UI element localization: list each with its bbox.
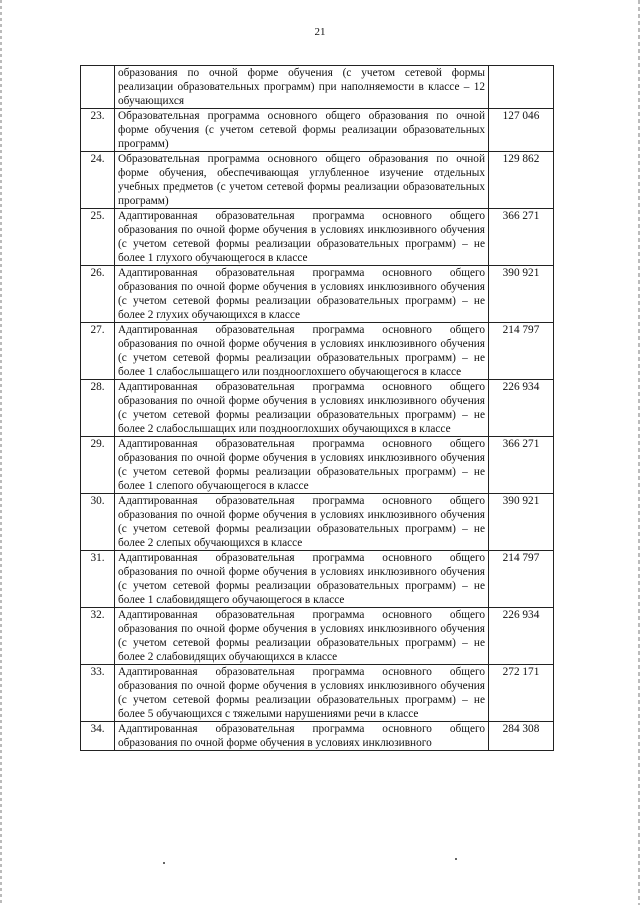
row-number <box>81 66 115 109</box>
program-description: Адаптированная образовательная программа основного общего образования по очной форме обучения в условиях инклюзивного обучения (с учетом сетевой формы реализации образовательных программ) – не более 2 глухих обучающихся в классе <box>115 266 489 323</box>
cost-value: 214 797 <box>489 323 554 380</box>
program-description: образования по очной форме обучения (с учетом сетевой формы реализации образовательных программ) при наполняемости в классе – 12 обучающихся <box>115 66 489 109</box>
cost-value <box>489 66 554 109</box>
cost-value: 226 934 <box>489 380 554 437</box>
program-description: Адаптированная образовательная программа основного общего образования по очной форме обучения в условиях инклюзивного обучения (с учетом сетевой формы реализации образовательных программ) – не более 1 слабослышащего или позднооглохшего обучающегося в классе <box>115 323 489 380</box>
table-row <box>81 209 554 266</box>
program-description: Адаптированная образовательная программа основного общего образования по очной форме обучения в условиях инклюзивного <box>115 722 489 751</box>
program-description: Образовательная программа основного общего образования по очной форме обучения, обеспечивающая углубленное изучение отдельных учебных предметов (с учетом сетевой формы реализации образовательных программ) <box>115 152 489 209</box>
table-row <box>81 380 554 437</box>
row-number: 28. <box>81 380 115 437</box>
cost-value: 284 308 <box>489 722 554 751</box>
cost-value: 214 797 <box>489 551 554 608</box>
row-number: 24. <box>81 152 115 209</box>
row-number: 34. <box>81 722 115 751</box>
table-row <box>81 109 554 152</box>
tariff-table <box>80 65 554 751</box>
row-number: 23. <box>81 109 115 152</box>
row-number: 30. <box>81 494 115 551</box>
cost-value: 272 171 <box>489 665 554 722</box>
cost-value: 390 921 <box>489 494 554 551</box>
cost-value: 226 934 <box>489 608 554 665</box>
cost-value: 366 271 <box>489 209 554 266</box>
row-number: 32. <box>81 608 115 665</box>
table-row <box>81 608 554 665</box>
table-row <box>81 266 554 323</box>
program-description: Образовательная программа основного общего образования по очной форме обучения (с учетом сетевой формы реализации образовательных программ) <box>115 109 489 152</box>
table-row <box>81 722 554 751</box>
cost-value: 129 862 <box>489 152 554 209</box>
table-row <box>81 551 554 608</box>
table-row <box>81 437 554 494</box>
program-description: Адаптированная образовательная программа основного общего образования по очной форме обучения в условиях инклюзивного обучения (с учетом сетевой формы реализации образовательных программ) – не более 1 глухого обучающегося в классе <box>115 209 489 266</box>
row-number: 29. <box>81 437 115 494</box>
table-row <box>81 152 554 209</box>
table-row <box>81 665 554 722</box>
scan-speck <box>163 862 165 864</box>
program-description: Адаптированная образовательная программа основного общего образования по очной форме обучения в условиях инклюзивного обучения (с учетом сетевой формы реализации образовательных программ) – не более 2 слепых обучающихся в классе <box>115 494 489 551</box>
table-row <box>81 66 554 109</box>
cost-value: 366 271 <box>489 437 554 494</box>
page-number: 21 <box>314 26 326 38</box>
cost-value: 390 921 <box>489 266 554 323</box>
scan-edge-left <box>0 0 2 905</box>
program-description: Адаптированная образовательная программа основного общего образования по очной форме обучения в условиях инклюзивного обучения (с учетом сетевой формы реализации образовательных программ) – не более 2 слабовидящих обучающихся в классе <box>115 608 489 665</box>
table-row <box>81 323 554 380</box>
row-number: 27. <box>81 323 115 380</box>
program-description: Адаптированная образовательная программа основного общего образования по очной форме обучения в условиях инклюзивного обучения (с учетом сетевой формы реализации образовательных программ) – не более 1 слабовидящего обучающегося в классе <box>115 551 489 608</box>
table-row <box>81 494 554 551</box>
row-number: 31. <box>81 551 115 608</box>
program-description: Адаптированная образовательная программа основного общего образования по очной форме обучения в условиях инклюзивного обучения (с учетом сетевой формы реализации образовательных программ) – не более 5 обучающихся с тяжелыми нарушениями речи в классе <box>115 665 489 722</box>
row-number: 25. <box>81 209 115 266</box>
program-description: Адаптированная образовательная программа основного общего образования по очной форме обучения в условиях инклюзивного обучения (с учетом сетевой формы реализации образовательных программ) – не более 2 слабослышащих или позднооглохших обучающихся в классе <box>115 380 489 437</box>
row-number: 33. <box>81 665 115 722</box>
cost-value: 127 046 <box>489 109 554 152</box>
program-description: Адаптированная образовательная программа основного общего образования по очной форме обучения в условиях инклюзивного обучения (с учетом сетевой формы реализации образовательных программ) – не более 1 слепого обучающегося в классе <box>115 437 489 494</box>
row-number: 26. <box>81 266 115 323</box>
scan-speck <box>455 858 457 860</box>
